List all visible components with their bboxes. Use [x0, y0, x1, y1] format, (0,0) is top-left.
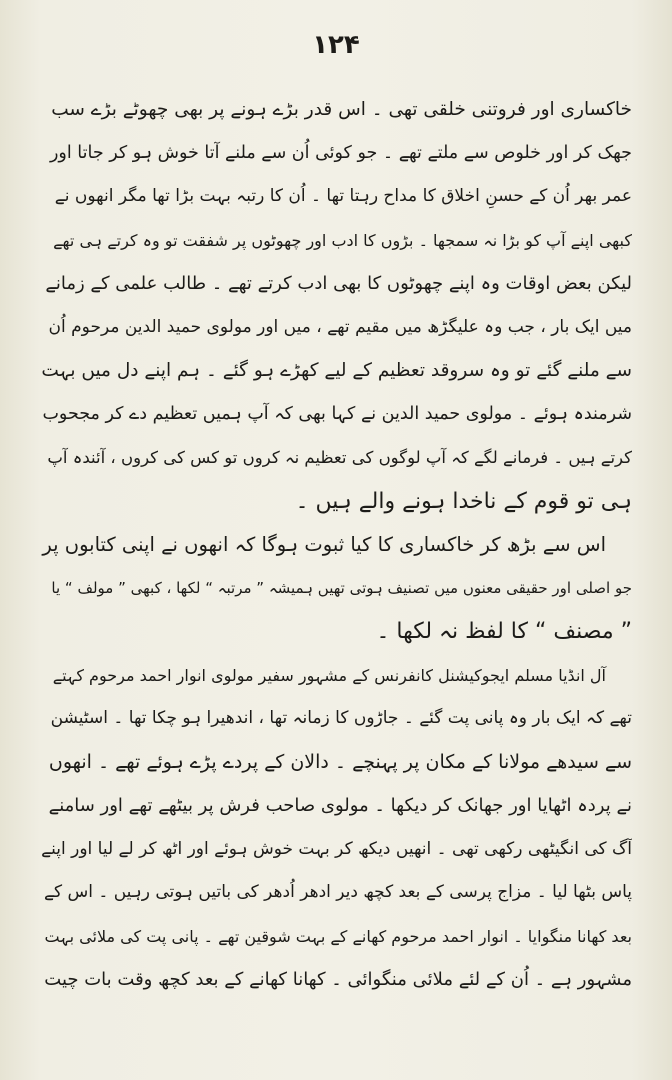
text-line: بعد کھانا منگوایا ۔ انوار احمد مرحوم کھانے کے بہت شوقین تھے ۔ پانی پت کی ملائی بہت — [44, 926, 632, 946]
text-line: کرتے ہیں ۔ فرمانے لگے کہ آپ لوگوں کی تعظیم نہ کروں تو کس کی کروں ، آئندہ آپ — [47, 448, 632, 467]
text-line: شرمندہ ہوئے ۔ مولوی حمید الدین نے کہا بھی کہ آپ ہمیں تعظیم دے کر مجحوب — [42, 403, 632, 424]
text-line: اس سے بڑھ کر خاکساری کا کیا ثبوت ہوگا کہ انھوں نے اپنی کتابوں پر — [42, 533, 606, 556]
text-line: کبھی اپنے آپ کو بڑا نہ سمجھا ۔ بڑوں کا ادب اور چھوٹوں پر شفقت تو وہ کرتے ہی تھے — [53, 230, 632, 250]
text-line: خاکساری اور فروتنی خلقی تھی ۔ اس قدر بڑے ہونے پر بھی چھوٹے بڑے سب — [51, 99, 632, 120]
text-line: سے سیدھے مولانا کے مکان پر پہنچے ۔ دالان کے پردے پڑے ہوئے تھے ۔ انھوں — [48, 750, 632, 773]
text-line: پاس بٹھا لیا ۔ مزاج پرسی کے بعد کچھ دیر ادھر اُدھر کی باتیں ہوتی رہیں ۔ اس کے — [44, 882, 632, 902]
text-line: مشہور ہے ۔ اُن کے لئے ملائی منگوائی ۔ کھانا کھانے کے بعد کچھ وقت بات چیت — [44, 969, 632, 990]
text-line: جو اصلی اور حقیقی معنوں میں تصنیف ہوتی تھیں ہمیشہ ” مرتبہ “ لکھا ، کبھی ” مولف “ یا — [51, 578, 632, 597]
page-number: ۱۲۴ — [312, 30, 360, 60]
text-line: لیکن بعض اوقات وہ اپنے چھوٹوں کا بھی ادب کرتے تھے ۔ طالب علمی کے زمانے — [45, 273, 632, 294]
text-line: جھک کر اور خلوص سے ملتے تھے ۔ جو کوئی اُن سے ملنے آتا خوش ہو کر جاتا اور — [49, 142, 632, 163]
text-line: ” مصنف “ کا لفظ نہ لکھا ۔ — [376, 619, 632, 644]
text-line: ہی تو قوم کے ناخدا ہونے والے ہیں ۔ — [295, 488, 632, 514]
page-body-text — [40, 88, 632, 1002]
text-line: آگ کی انگیٹھی رکھی تھی ۔ انھیں دیکھ کر بہت خوش ہوئے اور اٹھ کر لے لیا اور اپنے — [41, 838, 632, 859]
text-line: میں ایک بار ، جب وہ علیگڑھ میں مقیم تھے ، میں اور مولوی حمید الدین مرحوم اُن — [48, 316, 632, 337]
text-line: آل انڈیا مسلم ایجوکیشنل کانفرنس کے مشہور سفیر مولوی انوار احمد مرحوم کہتے — [52, 665, 606, 685]
text-line: تھے کہ ایک بار وہ پانی پت گئے ۔ جاڑوں کا زمانہ تھا ، اندھیرا ہو چکا تھا ۔ اسٹیشن — [50, 708, 632, 728]
text-line: عمر بھر اُن کے حسنِ اخلاق کا مداح رہتا تھا ۔ اُن کا رتبہ بہت بڑا تھا مگر انھوں نے — [54, 186, 632, 206]
text-line: سے ملنے گئے تو وہ سروقد تعظیم کے لیے کھڑے ہو گئے ۔ ہم اپنے دل میں بہت — [41, 360, 632, 381]
text-line: نے پردہ اٹھایا اور جھانک کر دیکھا ۔ مولوی صاحب فرش پر بیٹھے تھے اور سامنے — [48, 795, 632, 816]
